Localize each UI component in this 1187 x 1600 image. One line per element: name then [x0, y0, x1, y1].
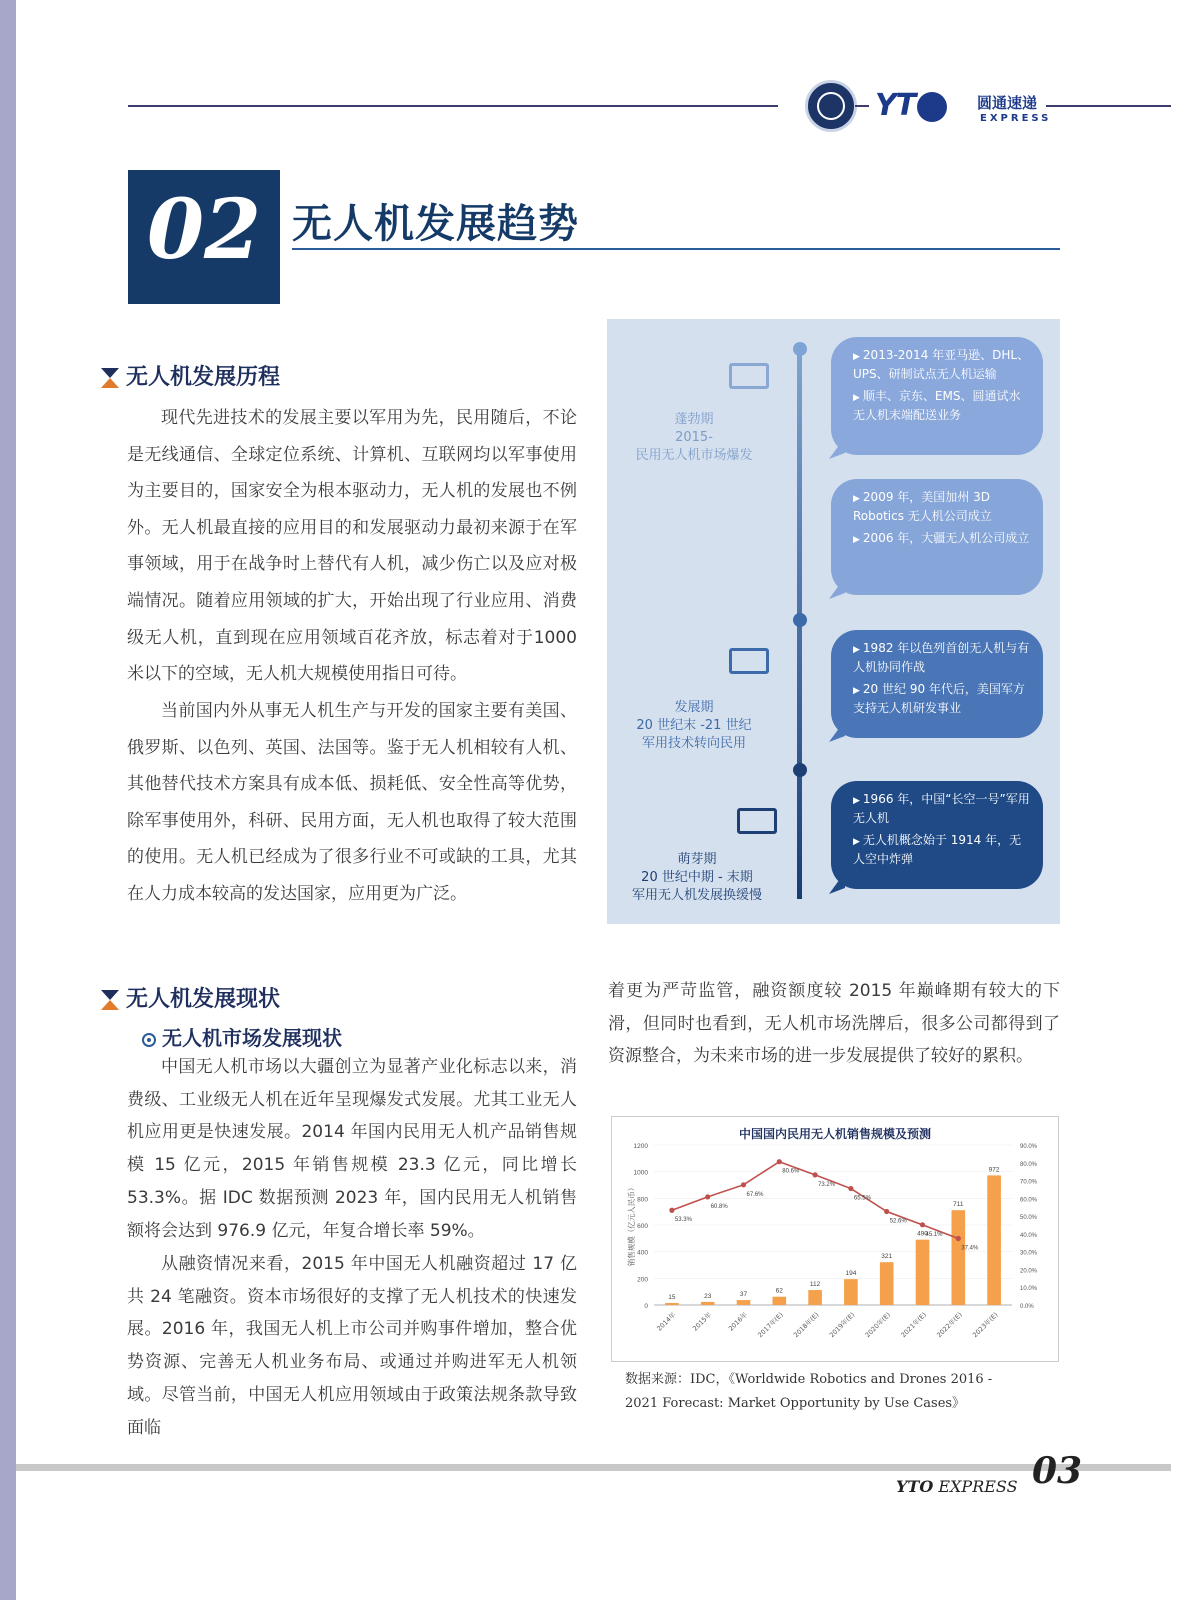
- bar-value-label: 972: [988, 1166, 1000, 1174]
- footer-bar: [16, 1464, 1171, 1471]
- bar-value-label: 23: [704, 1292, 712, 1300]
- timeline-dot: [793, 613, 807, 627]
- y-tick-label: 800: [637, 1196, 648, 1204]
- bar-value-label: 490: [917, 1230, 928, 1238]
- subsection-heading: [142, 1022, 342, 1051]
- brand-cn: 圆通速递: [977, 94, 1038, 112]
- event-item: ▶ 2013-2014 年亚马逊、DHL、UPS、研制试点无人机运输: [853, 347, 1031, 383]
- chapter-title-rule: [292, 248, 1060, 250]
- y2-tick-label: 50.0%: [1020, 1215, 1038, 1222]
- y-tick-label: 200: [637, 1276, 648, 1284]
- growth-label: 45.1%: [925, 1231, 943, 1238]
- timeline-infographic: [607, 319, 1060, 924]
- stage-name: 萌芽期: [677, 852, 717, 867]
- bar: [844, 1279, 858, 1305]
- y-tick-label: 1200: [633, 1143, 648, 1150]
- event-item: ▶ 1966 年，中国“长空一号”军用无人机: [853, 791, 1031, 827]
- growth-label: 73.2%: [818, 1181, 836, 1188]
- bar-value-label: 112: [809, 1281, 821, 1289]
- sales-chart: [611, 1116, 1059, 1362]
- stage-name: 发展期: [674, 700, 714, 715]
- event-bubble: [831, 781, 1043, 889]
- x-tick-label: 2023年(E): [971, 1310, 1000, 1340]
- paragraph: 中国无人机市场以大疆创立为显著产业化标志以来，消费级、工业级无人机在近年呈现爆发式发展。尤其工业无人机应用更是快速发展。2014 年国内民用无人机产品销售规模 15 亿元，2015 年销售规模 23.3 亿元，同比增长 53.3%。据 IDC 数据预测 2023 年，国内民用无人机销售额将会达到 976.9 亿元，年复合增长率 59%。: [127, 1057, 577, 1241]
- bar: [737, 1300, 751, 1305]
- hourglass-icon: [100, 989, 120, 1011]
- stage-desc: 军用技术转向民用: [641, 736, 746, 751]
- paragraph: 现代先进技术的发展主要以军用为先，民用随后，不论是无线通信、全球定位系统、计算机、互联网均以军事使用为主要目的，国家安全为根本驱动力，无人机的发展也不例外。无人机最直接的应用目的和发展驱动力最初来源于在军事领域，用于在战争时上替代有人机，减少伤亡以及应对极端情况。随着应用领域的扩大，开始出现了行业应用、消费级无人机，直到现在应用领域百花齐放，标志着对于1000米以下的空域，无人机大规模使用指日可待。: [127, 408, 577, 685]
- data-source-note: [625, 1368, 992, 1416]
- subsection-heading-text: 无人机市场发展现状: [162, 1026, 342, 1050]
- y-tick-label: 400: [637, 1249, 648, 1257]
- paragraph: 从融资情况来看，2015 年中国无人机融资超过 17 亿共 24 笔融资。资本市场很好的支撑了无人机技术的快速发展。2016 年，我国无人机上市公司并购事件增加，整合优势资源、完善无人机业务布局、或通过并购进军无人机领域。尽管当前，中国无人机应用领域由于政策法规条款导致面临: [127, 1254, 577, 1438]
- stage-period: 2015-: [675, 430, 713, 445]
- brand-en: EXPRESS: [980, 113, 1052, 124]
- source-line: 数据来源：IDC，《Worldwide Robotics and Drones 2016 -: [625, 1372, 993, 1387]
- header-rule-right: [1046, 105, 1171, 107]
- page-number: 03: [1032, 1450, 1083, 1492]
- stage-marker-icon: [729, 648, 769, 674]
- bar-value-label: 321: [881, 1253, 893, 1261]
- x-tick-label: 2021年(E): [899, 1310, 928, 1340]
- seal-inner-ring: [817, 92, 845, 120]
- growth-point: [741, 1182, 746, 1187]
- growth-label: 37.4%: [961, 1245, 979, 1252]
- yto-logo-text: YT: [875, 88, 916, 123]
- bar-value-label: 37: [739, 1291, 748, 1299]
- x-tick-label: 2016年: [726, 1310, 749, 1333]
- growth-point: [848, 1186, 853, 1191]
- bar: [808, 1290, 822, 1305]
- stage-label-boom: [604, 411, 784, 465]
- bar-value-label: 194: [845, 1270, 857, 1278]
- stage-name: 蓬勃期: [674, 412, 714, 427]
- header-rule-middle: [855, 105, 869, 107]
- y2-tick-label: 10.0%: [1020, 1286, 1038, 1293]
- stage-label-development: [604, 699, 784, 753]
- paragraph: 当前国内外从事无人机生产与开发的国家主要有美国、俄罗斯、以色列、英国、法国等。鉴于无人机相较有人机、其他替代技术方案具有成本低、损耗低、安全性高等优势，除军事使用外，科研、民用方面，无人机也取得了较大范围的使用。无人机已经成为了很多行业不可或缺的工具，尤其在人力成本较高的发达国家，应用更为广泛。: [127, 701, 577, 904]
- y-tick-label: 0: [644, 1303, 648, 1310]
- bar: [772, 1297, 786, 1305]
- stage-desc: 民用无人机市场爆发: [635, 448, 753, 463]
- paragraph: 着更为严苛监管，融资额度较 2015 年巅峰期有较大的下滑，但同时也看到，无人机市场洗牌后，很多公司都得到了资源整合，为未来市场的进一步发展提供了较好的累积。: [608, 981, 1060, 1067]
- event-item: ▶ 2006 年，大疆无人机公司成立: [853, 530, 1031, 549]
- stage-label-emergence: [607, 851, 787, 905]
- y2-tick-label: 80.0%: [1020, 1161, 1038, 1168]
- growth-label: 60.8%: [710, 1203, 728, 1210]
- growth-label: 65.5%: [853, 1195, 871, 1202]
- footer-brand: [896, 1477, 1018, 1496]
- chart-title: 中国国内民用无人机销售规模及预测: [738, 1127, 931, 1141]
- growth-label: 80.6%: [782, 1168, 800, 1175]
- stage-marker-icon: [737, 808, 777, 834]
- growth-label: 52.6%: [889, 1218, 907, 1225]
- event-bubble: [831, 337, 1043, 455]
- section-heading-text: 无人机发展历程: [126, 365, 281, 390]
- footer-brand-rest: EXPRESS: [933, 1477, 1018, 1496]
- event-bubble: [831, 630, 1043, 738]
- left-margin-strip: [0, 0, 16, 1600]
- chapter-title: 无人机发展趋势: [292, 201, 579, 247]
- x-tick-label: 2022年(E): [935, 1310, 964, 1340]
- x-tick-label: 2019年(E): [827, 1310, 857, 1340]
- x-tick-label: 2015年: [691, 1310, 714, 1333]
- radio-bullet-icon: [142, 1033, 156, 1047]
- growth-label: 53.3%: [674, 1217, 692, 1224]
- y2-tick-label: 90.0%: [1020, 1144, 1038, 1150]
- bar: [987, 1175, 1001, 1305]
- growth-point: [956, 1236, 961, 1241]
- bar-value-label: 15: [668, 1294, 676, 1301]
- event-item: ▶ 无人机概念始于 1914 年，无人空中炸弹: [853, 832, 1031, 868]
- stage-period: 20 世纪中期 - 末期: [641, 870, 753, 885]
- footer-brand-bold: YTO: [896, 1477, 934, 1496]
- yto-circle-icon: [917, 92, 947, 122]
- university-seal-logo: [805, 80, 857, 132]
- bar-value-label: 62: [775, 1287, 783, 1295]
- y-axis-label: 销售规模（亿元人民币）: [627, 1183, 636, 1267]
- y2-tick-label: 40.0%: [1020, 1232, 1038, 1239]
- y2-tick-label: 70.0%: [1020, 1179, 1038, 1186]
- y2-tick-label: 20.0%: [1020, 1268, 1038, 1275]
- stage-period: 20 世纪末 -21 世纪: [636, 718, 752, 733]
- growth-label: 67.6%: [746, 1191, 764, 1198]
- growth-point: [813, 1172, 818, 1177]
- section-heading-status: [100, 982, 280, 1013]
- event-item: ▶ 顺丰、京东、EMS、圆通试水无人机末端配送业务: [853, 388, 1031, 424]
- y-tick-label: 600: [637, 1223, 648, 1230]
- growth-point: [777, 1159, 782, 1164]
- timeline-dot: [793, 763, 807, 777]
- x-tick-label: 2014年: [655, 1310, 678, 1333]
- bar: [665, 1303, 679, 1305]
- y2-tick-label: 30.0%: [1020, 1250, 1038, 1257]
- source-line: 2021 Forecast: Market Opportunity by Use Cases》: [625, 1396, 966, 1411]
- y2-tick-label: 0.0%: [1020, 1304, 1034, 1310]
- chart-plot: [612, 1117, 1058, 1361]
- y-tick-label: 1000: [633, 1169, 648, 1177]
- x-tick-label: 2017年(E): [756, 1310, 785, 1340]
- section-heading-history: [100, 360, 280, 391]
- x-tick-label: 2018年(E): [792, 1310, 821, 1340]
- bar: [880, 1262, 894, 1305]
- growth-point: [669, 1208, 674, 1213]
- chapter-number: 02: [146, 182, 262, 278]
- chapter-number-box: [128, 170, 280, 304]
- hourglass-icon: [100, 367, 120, 389]
- y2-tick-label: 60.0%: [1020, 1197, 1038, 1204]
- bar: [701, 1302, 715, 1305]
- growth-point: [920, 1222, 925, 1227]
- event-item: ▶ 1982 年以色列首创无人机与有人机协同作战: [853, 640, 1031, 676]
- section-heading-text: 无人机发展现状: [126, 987, 281, 1012]
- bar: [951, 1210, 965, 1305]
- stage-desc: 军用无人机发展换缓慢: [631, 888, 762, 903]
- stage-marker-icon: [729, 363, 769, 389]
- event-bubble: [831, 479, 1043, 595]
- growth-point: [884, 1209, 889, 1214]
- timeline-dot: [793, 342, 807, 356]
- x-tick-label: 2020年(E): [863, 1310, 893, 1340]
- event-item: ▶ 20 世纪 90 年代后，美国军方支持无人机研发事业: [853, 681, 1031, 717]
- bar-value-label: 711: [953, 1201, 964, 1209]
- header-rule-left: [128, 105, 778, 107]
- bar: [916, 1240, 930, 1305]
- event-item: ▶ 2009 年，美国加州 3D Robotics 无人机公司成立: [853, 489, 1031, 525]
- yto-logo: [875, 88, 947, 123]
- growth-point: [705, 1194, 710, 1199]
